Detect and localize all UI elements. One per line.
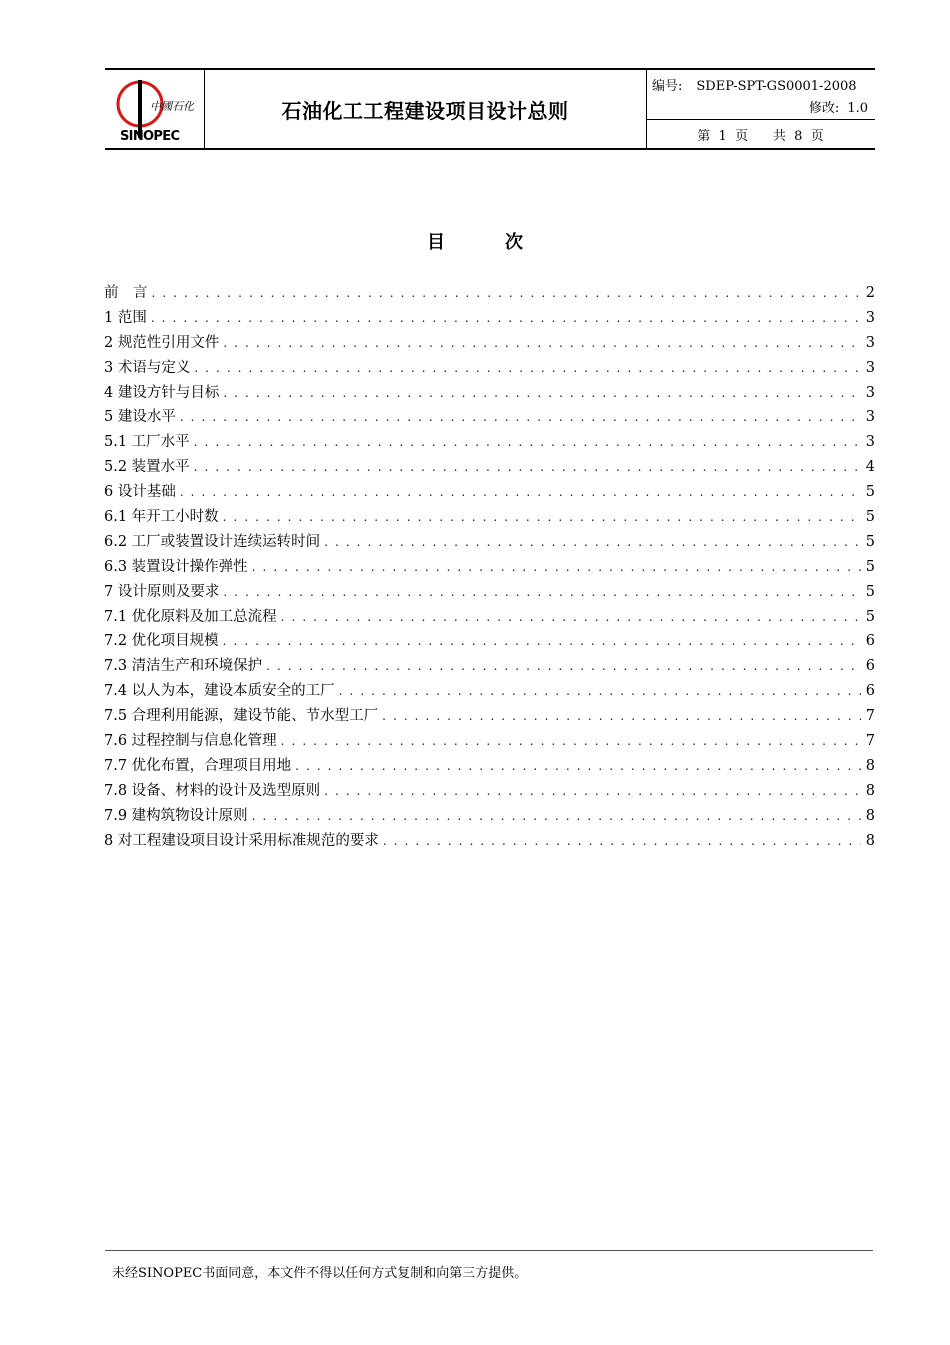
toc-entry[interactable]: [104, 654, 875, 679]
revision-label: 修改:: [808, 101, 840, 116]
header-row-divider: [646, 119, 875, 120]
toc-entry-page: 5: [865, 533, 875, 550]
toc-leader-dots: [281, 729, 861, 754]
toc-entry[interactable]: [104, 331, 875, 356]
toc-leader-dots: [324, 530, 861, 555]
toc-entry[interactable]: [104, 629, 875, 654]
toc-entry-page: 7: [865, 708, 875, 725]
toc-entry-label: 7.8 设备、材料的设计及选型原则: [104, 782, 321, 799]
toc-entry-page: 8: [865, 832, 875, 849]
document-code-label: 编号:: [652, 79, 683, 94]
toc-entry-label: 6 设计基础: [104, 484, 176, 501]
toc-leader-dots: [295, 754, 861, 779]
toc-leader-dots: [252, 804, 861, 829]
header-bottom-rule: [105, 148, 875, 150]
toc-entry-page: 7: [865, 733, 875, 750]
toc-entry-label: 8 对工程建设项目设计采用标准规范的要求: [104, 832, 379, 849]
toc-entry-label: 5.2 装置水平: [104, 459, 190, 476]
toc-entry-label: 6.1 年开工小时数: [104, 509, 219, 526]
toc-leader-dots: [383, 829, 861, 854]
toc-entry-page: 6: [865, 683, 875, 700]
toc-entry-label: 5.1 工厂水平: [104, 434, 190, 451]
toc-leader-dots: [180, 480, 861, 505]
toc-entry-label: 2 规范性引用文件: [104, 334, 220, 351]
toc-entry-page: 6: [865, 658, 875, 675]
toc-entry-page: 5: [865, 583, 875, 600]
revision: [809, 97, 868, 116]
toc-entry[interactable]: [104, 430, 875, 455]
toc-entry-page: 5: [865, 484, 875, 501]
toc-entry-label: 前 言: [104, 285, 148, 301]
toc-leader-dots: [180, 405, 861, 430]
toc-leader-dots: [194, 455, 861, 480]
toc-entry-page: 3: [865, 434, 875, 451]
toc-heading-char-2: 次: [505, 232, 523, 253]
toc-entry-page: 3: [865, 334, 875, 351]
revision-value: 1.0: [847, 101, 868, 116]
logo-cn-text: 中國石化: [150, 100, 194, 113]
toc-leader-dots: [223, 381, 861, 406]
toc-entry[interactable]: [104, 455, 875, 480]
toc-entry[interactable]: [104, 829, 875, 854]
toc-leader-dots: [223, 629, 861, 654]
toc-entry-page: 3: [865, 409, 875, 426]
toc-entry[interactable]: [104, 729, 875, 754]
toc-entry-page: 6: [865, 633, 875, 650]
toc-entry-label: 7 设计原则及要求: [104, 583, 220, 600]
toc-entry-label: 7.1 优化原料及加工总流程: [104, 608, 277, 625]
toc-list: [104, 281, 875, 853]
toc-entry-label: 6.3 装置设计操作弹性: [104, 558, 248, 575]
toc-entry-label: 7.7 优化布置，合理项目用地: [104, 757, 292, 774]
toc-entry-label: 3 术语与定义: [104, 359, 191, 376]
toc-leader-dots: [252, 555, 861, 580]
toc-heading-char-1: 目: [427, 232, 445, 253]
toc-leader-dots: [382, 704, 861, 729]
toc-entry-label: 4 建设方针与目标: [104, 384, 220, 401]
toc-entry[interactable]: [104, 405, 875, 430]
toc-leader-dots: [151, 306, 861, 331]
toc-entry[interactable]: [104, 804, 875, 829]
toc-entry-label: 7.5 合理利用能源，建设节能、节水型工厂: [104, 708, 379, 725]
toc-entry[interactable]: [104, 505, 875, 530]
toc-entry-label: 1 范围: [104, 309, 147, 326]
logo-en-text: SINOPEC: [120, 129, 180, 144]
toc-entry[interactable]: [104, 306, 875, 331]
toc-entry[interactable]: [104, 679, 875, 704]
toc-entry[interactable]: [104, 356, 875, 381]
toc-entry-page: 8: [865, 757, 875, 774]
toc-entry-label: 5 建设水平: [104, 409, 176, 426]
toc-entry-page: 3: [865, 384, 875, 401]
toc-entry[interactable]: [104, 580, 875, 605]
toc-leader-dots: [194, 430, 861, 455]
toc-entry-label: 7.3 清洁生产和环境保护: [104, 658, 263, 675]
toc-leader-dots: [223, 331, 861, 356]
toc-leader-dots: [339, 679, 861, 704]
toc-entry-label: 7.9 建构筑物设计原则: [104, 807, 248, 824]
toc-leader-dots: [281, 605, 861, 630]
toc-leader-dots: [223, 580, 861, 605]
toc-entry[interactable]: [104, 605, 875, 630]
toc-leader-dots: [152, 281, 862, 306]
document-code: [652, 75, 857, 94]
document-title: 石油化工工程建设项目设计总则: [281, 98, 569, 123]
toc-entry-page: 5: [865, 509, 875, 526]
toc-entry[interactable]: [104, 779, 875, 804]
toc-leader-dots: [324, 779, 861, 804]
footer-rule: [105, 1250, 873, 1251]
toc-entry-label: 7.4 以人为本，建设本质安全的工厂: [104, 683, 335, 700]
toc-heading: [0, 228, 950, 254]
toc-leader-dots: [194, 356, 861, 381]
toc-entry-label: 6.2 工厂或装置设计连续运转时间: [104, 533, 321, 550]
toc-entry[interactable]: [104, 704, 875, 729]
sinopec-logo: [112, 74, 198, 144]
toc-entry[interactable]: [104, 480, 875, 505]
toc-entry-page: 5: [865, 608, 875, 625]
toc-entry-page: 5: [865, 558, 875, 575]
toc-entry[interactable]: [104, 555, 875, 580]
footer-notice: 未经SINOPEC书面同意，本文件不得以任何方式复制和向第三方提供。: [112, 1266, 528, 1281]
toc-leader-dots: [266, 654, 861, 679]
toc-leader-dots: [223, 505, 861, 530]
toc-entry[interactable]: [104, 530, 875, 555]
document-code-value: SDEP-SPT-GS0001-2008: [696, 79, 857, 94]
toc-entry[interactable]: [104, 381, 875, 406]
toc-entry-page: 3: [865, 359, 875, 376]
page-info: 第 1 页 共 8 页: [697, 128, 824, 144]
toc-entry-page: 2: [865, 285, 875, 301]
toc-entry-label: 7.6 过程控制与信息化管理: [104, 733, 277, 750]
toc-entry-page: 8: [865, 807, 875, 824]
toc-entry[interactable]: [104, 754, 875, 779]
toc-entry-page: 8: [865, 782, 875, 799]
toc-entry-page: 3: [865, 309, 875, 326]
toc-entry-label: 7.2 优化项目规模: [104, 633, 219, 650]
toc-entry-page: 4: [865, 459, 875, 476]
toc-entry[interactable]: [104, 281, 875, 306]
